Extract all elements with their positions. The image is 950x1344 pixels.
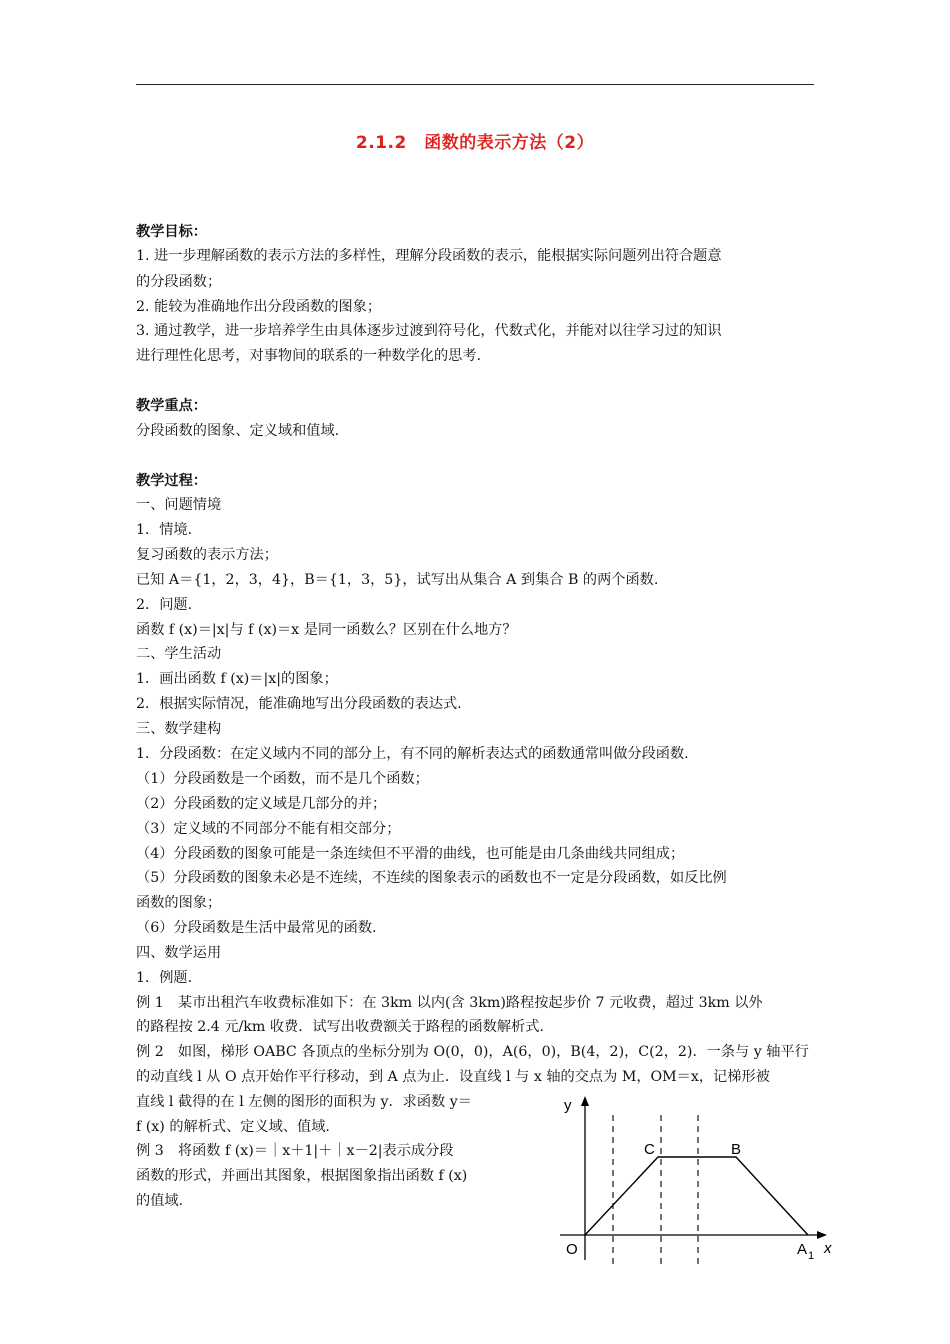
point-c-label: C [644,1141,655,1158]
goal-line: 3. 通过教学，进一步培养学生由具体逐步过渡到符号化，代数式化，并能对以往学习过的知识 [136,323,722,339]
process-line: 1．分段函数：在定义域内不同的部分上，有不同的解析表达式的函数通常叫做分段函数. [136,746,689,762]
process-line: 2．根据实际情况，能准确地写出分段函数的表达式. [136,696,462,712]
y-axis-arrow [581,1096,589,1106]
process-line: （1）分段函数是一个函数，而不是几个函数； [136,771,429,787]
process-line: （3）定义域的不同部分不能有相交部分； [136,821,401,837]
process-line: f (x) 的解析式、定义域、值域. [136,1119,330,1135]
page-title: 2.1.2 函数的表示方法（2） [355,133,595,153]
process-line: 1．画出函数 f (x)＝|x|的图象； [136,671,338,687]
process-line: 一、问题情境 [136,497,222,513]
process-line: （6）分段函数是生活中最常见的函数. [136,920,377,936]
x-axis-arrow [817,1231,827,1239]
process-line: 三、数学建构 [136,721,222,737]
process-line: 例 2 如图，梯形 OABC 各顶点的坐标分别为 O(0，0)，A(6，0)，B(4，2)，C(2，2)．一条与 y 轴平行 [136,1044,809,1060]
process-heading: 教学过程： [136,473,207,489]
process-line: （5）分段函数的图象未必是不连续，不连续的图象表示的函数也不一定是分段函数，如反比例 [136,870,727,886]
goal-line: 2. 能较为准确地作出分段函数的图象； [136,299,382,315]
process-line: 例 1 某市出租汽车收费标准如下：在 3km 以内(含 3km)路程按起步价 7 元收费，超过 3km 以外 [136,995,763,1011]
process-line: 的路程按 2.4 元/km 收费．试写出收费额关于路程的函数解析式. [136,1019,544,1035]
process-line: 的值域. [136,1193,184,1209]
process-line: 1．情境. [136,522,193,538]
process-line: 二、学生活动 [136,646,222,662]
x-label: x [824,1240,832,1257]
process-line: 例 3 将函数 f (x)＝｜x＋1|＋｜x－2|表示成分段 [136,1143,454,1159]
process-line: 函数的形式，并画出其图象，根据图象指出函数 f (x) [136,1168,468,1184]
point-a-subscript: 1 [808,1250,815,1262]
trapezoid-outline [585,1157,808,1235]
trapezoid-figure [540,1090,840,1270]
process-line: （2）分段函数的定义域是几部分的并； [136,796,387,812]
process-line: 已知 A＝{1，2，3，4}，B＝{1，3，5}，试写出从集合 A 到集合 B 的两个函数. [136,572,659,588]
process-line: 1．例题. [136,970,193,986]
goal-line: 进行理性化思考，对事物间的联系的一种数学化的思考. [136,348,482,364]
process-line: 复习函数的表示方法； [136,547,278,563]
process-line: 函数的图象； [136,895,222,911]
goals-heading: 教学目标： [136,224,207,240]
origin-label: O [566,1241,578,1258]
focus-heading: 教学重点： [136,398,207,414]
goal-line: 1. 进一步理解函数的表示方法的多样性，理解分段函数的表示，能根据实际问题列出符合题意 [136,248,722,264]
point-a-label: A [797,1241,808,1258]
process-line: 的动直线 l 从 O 点开始作平行移动，到 A 点为止．设直线 l 与 x 轴的交点为 M，OM＝x，记梯形被 [136,1069,770,1085]
process-line: （4）分段函数的图象可能是一条连续但不平滑的曲线，也可能是由几条曲线共同组成； [136,846,685,862]
process-line: 四、数学运用 [136,945,222,961]
process-line: 2．问题. [136,597,193,613]
process-line: 函数 f (x)＝|x|与 f (x)＝x 是同一函数么？区别在什么地方？ [136,622,517,638]
goal-line: 的分段函数； [136,274,222,290]
process-line: 直线 l 截得的在 l 左侧的图形的面积为 y．求函数 y＝ [136,1094,472,1110]
top-rule [136,84,814,85]
point-b-label: B [731,1141,742,1158]
y-label: y [564,1097,572,1114]
focus-text: 分段函数的图象、定义域和值域. [136,423,340,439]
